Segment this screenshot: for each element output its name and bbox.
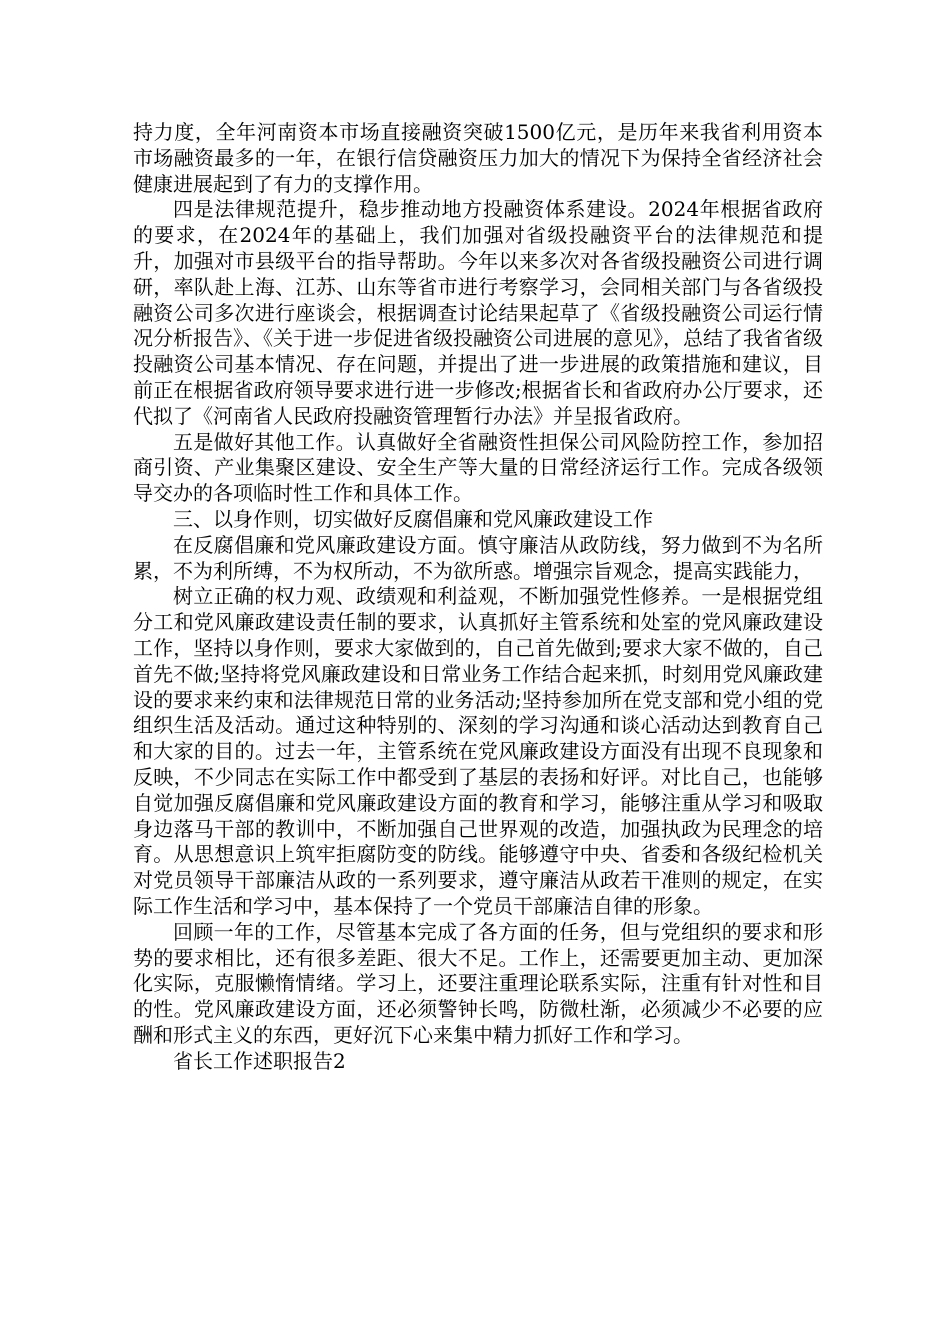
document-page [133, 120, 823, 1074]
paragraph-other-work: 五是做好其他工作。认真做好全省融资性担保公司风险防控工作，参加招商引资、产业集聚区建设、安全生产等大量的日常经济运行工作。完成各级领导交办的各项临时性工作和具体工作。 [133, 429, 823, 506]
next-report-title: 省长工作述职报告2 [173, 1048, 346, 1073]
paragraph-review: 回顾一年的工作，尽管基本完成了各方面的任务，但与党组织的要求和形势的要求相比，还有很多差距、很大不足。工作上，还需要更加主动、更加深化实际，克服懒惰情绪。学习上，还要注重理论联系实际，注重有针对性和目的性。党风廉政建设方面，还必须警钟长鸣，防微杜渐，必须减少不必要的应酬和形式主义的东西，更好沉下心来集中精力抓好工作和学习。 [133, 919, 823, 1047]
paragraph-anti-corruption: 在反腐倡廉和党风廉政建设方面。慎守廉洁从政防线，努力做到不为名所累，不为利所缚，不为权所动，不为欲所惑。增强宗旨观念，提高实践能力， [133, 532, 823, 583]
paragraph-legal-norms: 四是法律规范提升，稳步推动地方投融资体系建设。2024年根据省政府的要求，在2024年的基础上，我们加强对省级投融资平台的法律规范和提升，加强对市县级平台的指导帮助。今年以来多次对各省级投融资公司进行调研，率队赴上海、江苏、山东等省市进行考察学习，会同相关部门与各省级投融资公司多次进行座谈会，根据调查讨论结果起草了《省级投融资公司运行情况分析报告》、《关于进一步促进省级投融资公司进展的意见》，总结了我省省级投融资公司基本情况、存在问题，并提出了进一步进展的政策措施和建议，目前正在根据省政府领导要求进行进一步修改;根据省长和省政府办公厅要求，还代拟了《河南省人民政府投融资管理暂行办法》并呈报省政府。 [133, 197, 823, 428]
section-heading: 三、以身作则，切实做好反腐倡廉和党风廉政建设工作 [173, 506, 653, 531]
paragraph-party-conduct: 树立正确的权力观、政绩观和利益观，不断加强党性修养。一是根据党组分工和党风廉政建设责任制的要求，认真抓好主管系统和处室的党风廉政建设工作，坚持以身作则，要求大家做到的，自己首先做到;要求大家不做的，自己首先不做;坚持将党风廉政建设和日常业务工作结合起来抓，时刻用党风廉政建设的要求来约束和法律规范日常的业务活动;坚持参加所在党支部和党小组的党组织生活及活动。通过这种特别的、深刻的学习沟通和谈心活动达到教育自己和大家的目的。过去一年，主管系统在党风廉政建设方面没有出现不良现象和反映，不少同志在实际工作中都受到了基层的表扬和好评。对比自己，也能够自觉加强反腐倡廉和党风廉政建设方面的教育和学习，能够注重从学习和吸取身边落马干部的教训中，不断加强自己世界观的改造，加强执政为民理念的培育。从思想意识上筑牢拒腐防变的防线。能够遵守中央、省委和各级纪检机关对党员领导干部廉洁从政的一系列要求，遵守廉洁从政若干准则的规定，在实际工作生活和学习中，基本保持了一个党员干部廉洁自律的形象。 [133, 584, 823, 918]
paragraph-continued: 持力度，全年河南资本市场直接融资突破1500亿元，是历年来我省利用资本市场融资最多的一年，在银行信贷融资压力加大的情况下为保持全省经济社会健康进展起到了有力的支撑作用。 [133, 120, 823, 196]
